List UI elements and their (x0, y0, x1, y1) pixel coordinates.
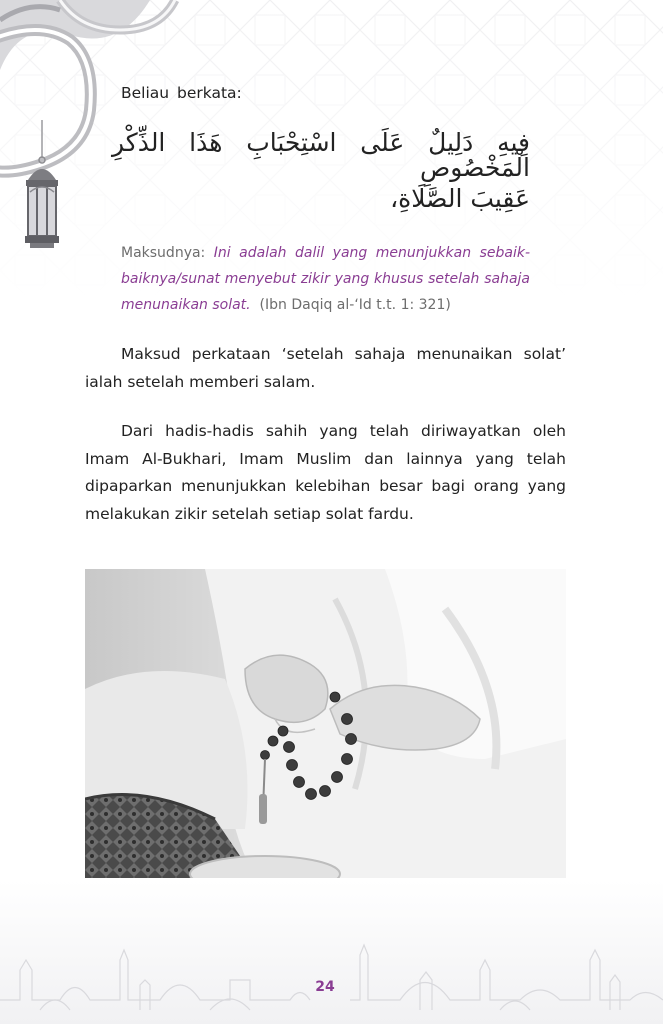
lantern-icon (20, 120, 64, 252)
arabic-quote-line-2: عَقِيبَ الصَّلَاةِ، (390, 184, 530, 213)
translation-text: Ini adalah dalil yang menunjukkan sebaik-baiknya/sunat menyebut zikir yang khusus setelah sahaja menunaikan solat. (121, 245, 530, 313)
prayer-beads-photo (85, 569, 566, 878)
arabic-quote-line-1: فِيهِ دَلِيلٌ عَلَى اسْتِحْبَابِ هَذَا الذِّكْرِ الْمَخْصُوصِ (112, 128, 530, 182)
page-number: 24 (315, 979, 335, 995)
body-paragraph: Maksud perkataan ‘setelah sahaja menunaikan solat’ ialah setelah memberi salam. (85, 345, 566, 391)
translation-block (121, 240, 530, 318)
translation-citation: (Ibn Daqiq al-‘Id t.t. 1: 321) (259, 297, 451, 313)
body-paragraph: Dari hadis-hadis sahih yang telah diriwayatkan oleh Imam Al-Bukhari, Imam Muslim dan lainnya yang telah dipaparkan menunjukkan kelebihan besar bagi orang yang melakukan zikir setelah setiap solat fardu. (85, 422, 566, 523)
translation-label: Maksudnya: (121, 245, 206, 261)
mosque-skyline-decoration (0, 930, 663, 1024)
intro-text: Beliau berkata: (121, 84, 242, 102)
